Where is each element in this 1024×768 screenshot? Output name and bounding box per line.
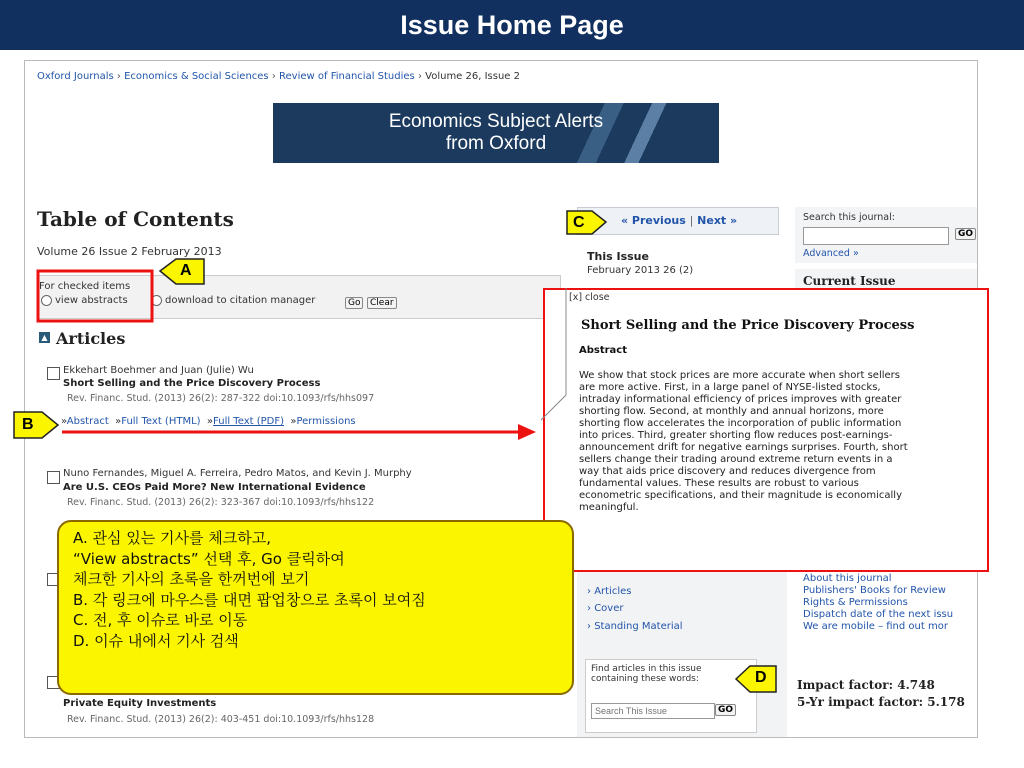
this-issue-date: February 2013 26 (2) [587, 265, 694, 276]
article-2-authors: Nuno Fernandes, Miguel A. Ferreira, Pedro Matos, and Kevin J. Murphy [63, 468, 412, 479]
article-2-citation: Rev. Financ. Stud. (2013) 26(2): 323-367 doi:10.1093/rfs/hhs122 [67, 497, 375, 508]
find-in-issue-label: Find articles in this issue containing these words: [591, 664, 702, 684]
issue-link-cover[interactable]: › Cover [587, 603, 624, 614]
korean-instruction-note [57, 520, 574, 695]
journal-search-label: Search this journal: [803, 212, 895, 223]
current-issue-heading: Current Issue [803, 274, 896, 288]
mobile-link[interactable]: We are mobile – find out mor [803, 621, 948, 632]
callout-b-label: B [22, 416, 34, 433]
collapse-triangle-icon[interactable]: ▲ [39, 332, 50, 343]
next-issue-link[interactable]: Next » [697, 214, 738, 227]
journal-search-go-button[interactable]: GO [955, 228, 976, 240]
breadcrumb-review-financial-studies[interactable]: Review of Financial Studies [279, 71, 415, 82]
article-2-title[interactable]: Are U.S. CEOs Paid More? New International Evidence [63, 482, 366, 493]
callout-c-label: C [573, 214, 585, 231]
advanced-search-link[interactable]: Advanced » [803, 248, 859, 259]
about-journal-link[interactable]: About this journal [803, 573, 892, 584]
article-1-citation: Rev. Financ. Stud. (2013) 26(2): 287-322 doi:10.1093/rfs/hhs097 [67, 393, 375, 404]
clear-button[interactable]: Clear [367, 297, 397, 309]
popup-close-button[interactable]: [x] close [569, 292, 610, 303]
impact-factor: Impact factor: 4.748 [797, 678, 935, 692]
issue-link-standing-material[interactable]: › Standing Material [587, 621, 683, 632]
article-4-title[interactable]: Private Equity Investments [63, 698, 217, 709]
breadcrumb-econ-social-sciences[interactable]: Economics & Social Sciences [124, 71, 269, 82]
dispatch-date-link[interactable]: Dispatch date of the next issu [803, 609, 954, 620]
note-line-c: C. 전, 후 이슈로 바로 이동 [73, 611, 248, 629]
popup-abstract-text: We show that stock prices are more accurate when short sellers are more active. First, in a large panel of NYSE-listed stocks, intraday informational efficiency of prices improves with greater shorting flow. Second, at monthly and annual horizons, more shorting flow accelerates the incorporation of public information into prices. Third, greater shorting flow reduces post-earnings- announcement drift for negative earnings surprises. Fourth, short sellers change their trading around extreme return events in a way that aids price discovery and reduces divergence from fundamental values. These results are robust to various econometric specifications, and their magnitude is economically meaningful. [579, 370, 908, 513]
callout-d-label: D [755, 669, 767, 686]
rights-permissions-link[interactable]: Rights & Permissions [803, 597, 908, 608]
breadcrumb-oxford-journals[interactable]: Oxford Journals [37, 71, 114, 82]
article-1-authors: Ekkehart Boehmer and Juan (Julie) Wu [63, 365, 254, 376]
popup-title: Short Selling and the Price Discovery Process [581, 318, 915, 333]
abstract-link[interactable]: Abstract [66, 416, 109, 427]
checked-items-label: For checked items [39, 281, 131, 292]
articles-section-heading: Articles [56, 329, 126, 348]
this-issue-label: This Issue [587, 250, 649, 263]
article-1-title[interactable]: Short Selling and the Price Discovery Process [63, 378, 321, 389]
previous-issue-link[interactable]: « Previous [621, 214, 686, 227]
view-abstracts-label: view abstracts [55, 295, 128, 306]
popup-abstract-label: Abstract [579, 345, 628, 356]
issue-nav-separator: | [689, 214, 694, 227]
callout-a-label: A [180, 262, 192, 279]
note-line-a3: 체크한 기사의 초록을 한꺼번에 보기 [73, 570, 310, 588]
note-line-a: A. 관심 있는 기사를 체크하고, [73, 529, 271, 547]
article-4-citation: Rev. Financ. Stud. (2013) 26(2): 403-451 doi:10.1093/rfs/hhs128 [67, 714, 375, 725]
permissions-link[interactable]: Permissions [296, 416, 356, 427]
article-1-links: »Abstract »Full Text (HTML) »Full Text (PDF) »Permissions [61, 416, 356, 427]
note-line-d: D. 이슈 내에서 기사 검색 [73, 631, 239, 650]
issue-line: Volume 26 Issue 2 February 2013 [37, 245, 222, 258]
note-line-a2: “View abstracts” 선택 후, Go 클릭하여 [73, 549, 345, 568]
checked-items-highlight [38, 271, 152, 321]
callout-b-shape [14, 412, 58, 438]
download-citation-label: download to citation manager [165, 295, 316, 306]
books-for-review-link[interactable]: Publishers' Books for Review [803, 585, 946, 596]
full-text-html-link[interactable]: Full Text (HTML) [121, 416, 201, 427]
toc-heading: Table of Contents [37, 207, 234, 231]
go-button[interactable]: Go [345, 297, 363, 309]
banner-line-2: from Oxford [445, 133, 547, 154]
full-text-pdf-link[interactable]: Full Text (PDF) [213, 416, 284, 427]
arrow-b-head [518, 424, 536, 440]
slide-title: Issue Home Page [0, 0, 1024, 50]
find-in-issue-go-button[interactable]: GO [715, 704, 736, 716]
five-year-impact-factor: 5-Yr impact factor: 5.178 [797, 695, 965, 709]
breadcrumb: Oxford Journals › Economics & Social Sciences › Review of Financial Studies › Volume 26, Issue 2 [37, 71, 520, 82]
breadcrumb-current-issue: Volume 26, Issue 2 [425, 71, 520, 82]
banner-line-1: Economics Subject Alerts [388, 111, 604, 132]
popup-pointer [541, 288, 566, 420]
note-line-b: B. 각 링크에 마우스를 대면 팝업창으로 초록이 보여짐 [73, 590, 426, 609]
issue-link-articles[interactable]: › Articles [587, 586, 632, 597]
